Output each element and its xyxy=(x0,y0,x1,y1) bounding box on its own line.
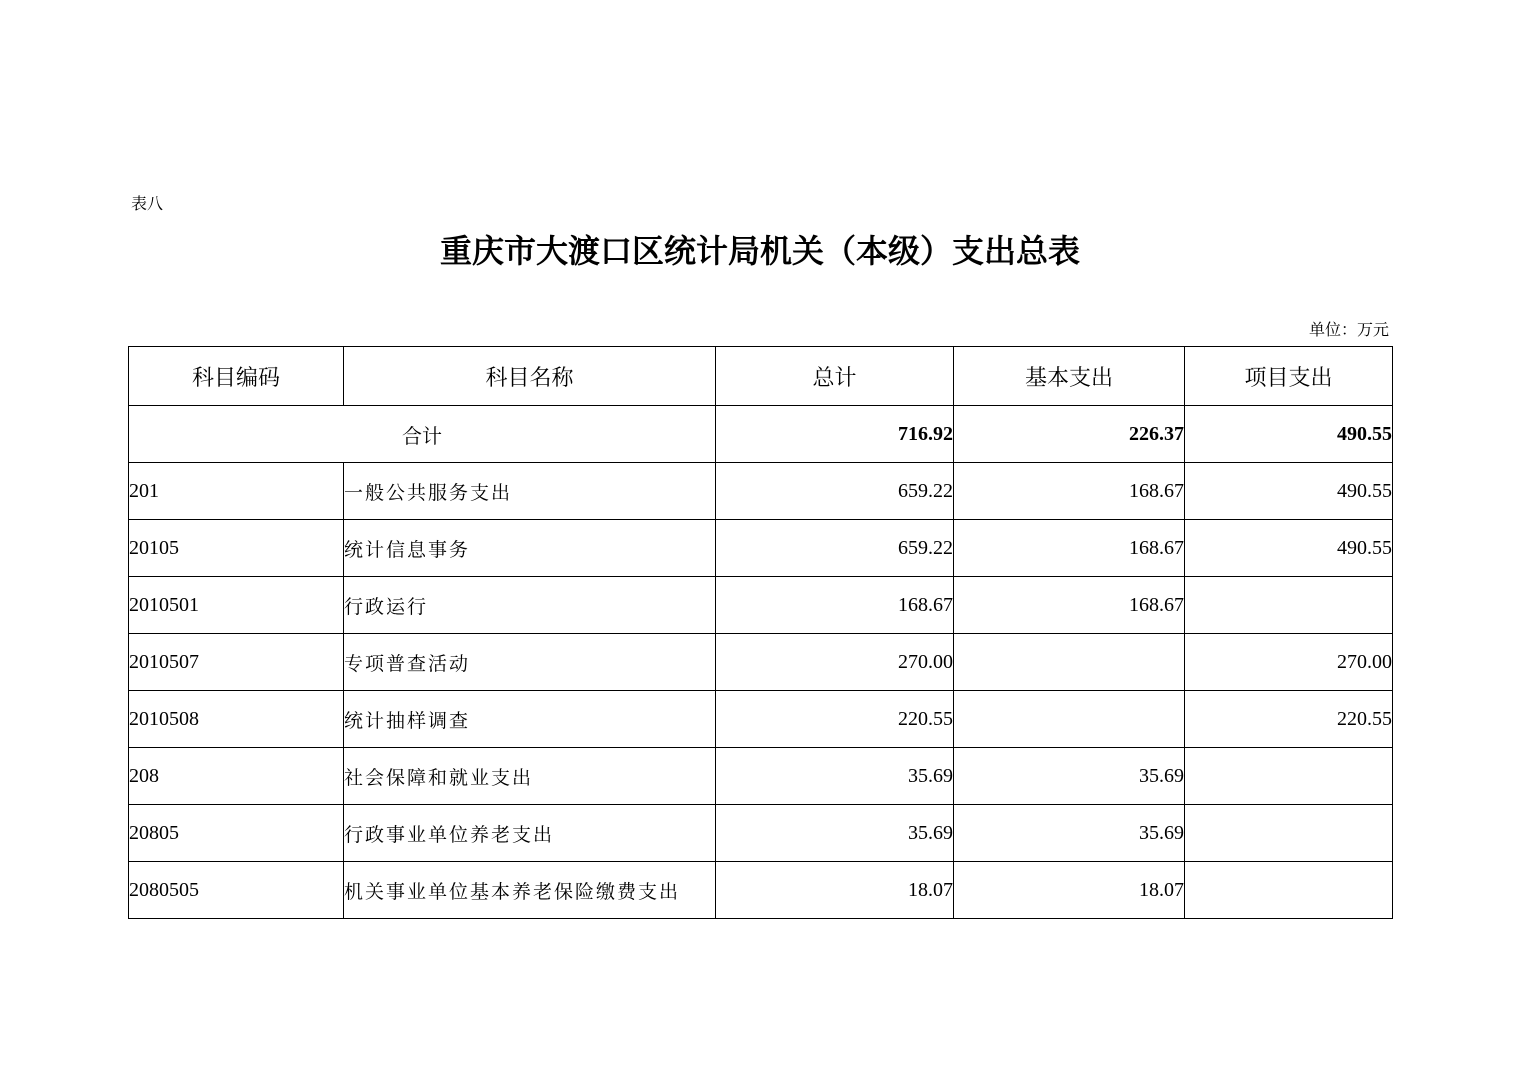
row-name: 机关事业单位基本养老保险缴费支出 xyxy=(344,862,716,919)
table-row xyxy=(129,463,1393,520)
table-row xyxy=(129,691,1393,748)
row-basic xyxy=(954,691,1185,748)
row-code: 2080505 xyxy=(129,862,344,919)
row-project: 490.55 xyxy=(1185,463,1393,520)
row-total: 270.00 xyxy=(716,634,954,691)
row-project xyxy=(1185,862,1393,919)
row-basic xyxy=(954,634,1185,691)
row-basic: 18.07 xyxy=(954,862,1185,919)
row-project xyxy=(1185,805,1393,862)
row-total: 220.55 xyxy=(716,691,954,748)
header-total: 总计 xyxy=(716,347,954,406)
summary-project: 490.55 xyxy=(1185,406,1393,463)
row-total: 35.69 xyxy=(716,748,954,805)
header-basic: 基本支出 xyxy=(954,347,1185,406)
row-project xyxy=(1185,577,1393,634)
table-row xyxy=(129,634,1393,691)
row-name: 统计抽样调查 xyxy=(344,691,716,748)
row-code: 20805 xyxy=(129,805,344,862)
row-project xyxy=(1185,748,1393,805)
table-row xyxy=(129,862,1393,919)
expense-summary-table xyxy=(128,346,1393,919)
table-row xyxy=(129,748,1393,805)
row-name: 统计信息事务 xyxy=(344,520,716,577)
row-code: 20105 xyxy=(129,520,344,577)
row-basic: 168.67 xyxy=(954,520,1185,577)
row-code: 201 xyxy=(129,463,344,520)
summary-row xyxy=(129,406,1393,463)
row-name: 行政运行 xyxy=(344,577,716,634)
row-basic: 35.69 xyxy=(954,805,1185,862)
row-code: 2010507 xyxy=(129,634,344,691)
row-project: 490.55 xyxy=(1185,520,1393,577)
header-code: 科目编码 xyxy=(129,347,344,406)
row-name: 一般公共服务支出 xyxy=(344,463,716,520)
row-code: 2010501 xyxy=(129,577,344,634)
row-total: 168.67 xyxy=(716,577,954,634)
row-project: 270.00 xyxy=(1185,634,1393,691)
row-total: 18.07 xyxy=(716,862,954,919)
table-row xyxy=(129,577,1393,634)
unit-note: 单位：万元 xyxy=(1308,320,1389,339)
row-name: 专项普查活动 xyxy=(344,634,716,691)
row-code: 208 xyxy=(129,748,344,805)
header-project: 项目支出 xyxy=(1185,347,1393,406)
summary-total: 716.92 xyxy=(716,406,954,463)
page-title: 重庆市大渡口区统计局机关（本级）支出总表 xyxy=(439,232,1080,270)
header-name: 科目名称 xyxy=(344,347,716,406)
row-basic: 35.69 xyxy=(954,748,1185,805)
row-name: 社会保障和就业支出 xyxy=(344,748,716,805)
row-basic: 168.67 xyxy=(954,577,1185,634)
row-code: 2010508 xyxy=(129,691,344,748)
table-label: 表八 xyxy=(131,194,164,213)
row-total: 659.22 xyxy=(716,520,954,577)
table-header-row xyxy=(129,347,1393,406)
row-name: 行政事业单位养老支出 xyxy=(344,805,716,862)
summary-basic: 226.37 xyxy=(954,406,1185,463)
summary-label: 合计 xyxy=(129,406,716,463)
table-row xyxy=(129,520,1393,577)
row-project: 220.55 xyxy=(1185,691,1393,748)
row-total: 35.69 xyxy=(716,805,954,862)
row-basic: 168.67 xyxy=(954,463,1185,520)
row-total: 659.22 xyxy=(716,463,954,520)
table-row xyxy=(129,805,1393,862)
